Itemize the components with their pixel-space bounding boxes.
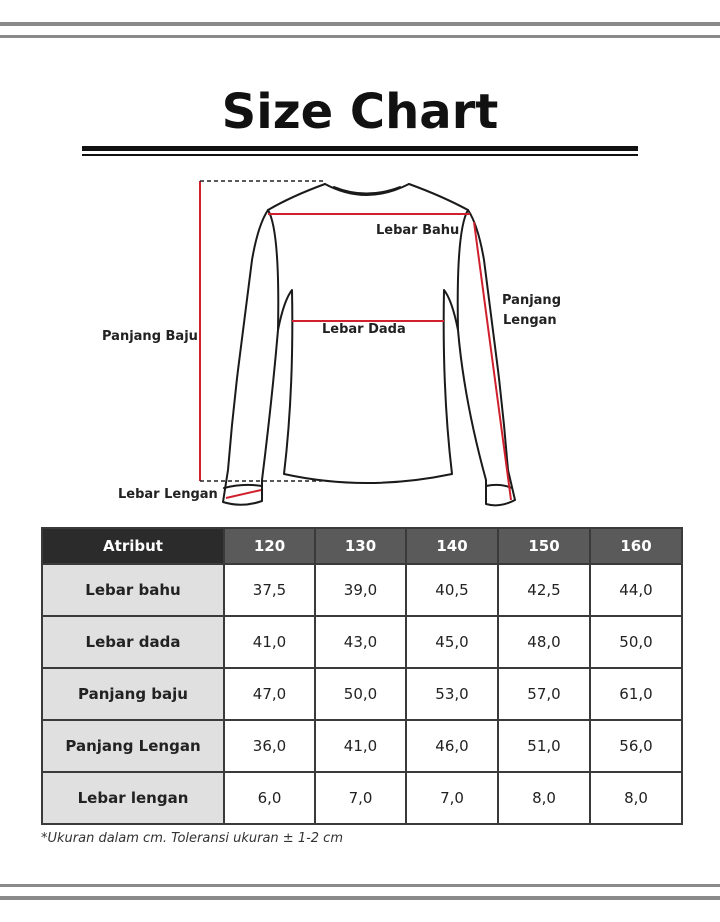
table-cell: 48,0: [498, 616, 590, 668]
page-title: Size Chart: [221, 84, 499, 140]
shirt-illustration: [223, 184, 515, 505]
table-row: [42, 668, 682, 720]
shirt-measurement-diagram: [0, 165, 720, 520]
cuff-width-line: [226, 490, 261, 498]
table-cell: 7,0: [406, 772, 498, 824]
row-label: Panjang Lengan: [42, 720, 224, 772]
table-cell: 46,0: [406, 720, 498, 772]
top-border-line-inner: [0, 35, 720, 38]
table-cell: 47,0: [224, 668, 315, 720]
table-header-row: [42, 528, 682, 564]
footnote: *Ukuran dalam cm. Toleransi ukuran ± 1-2 cm: [41, 831, 343, 846]
header-attribute: Atribut: [42, 528, 224, 564]
shoulder-seam-left: [268, 210, 278, 330]
table-cell: 61,0: [590, 668, 682, 720]
table-cell: 8,0: [498, 772, 590, 824]
header-size: 120: [224, 528, 315, 564]
label-lebar-bahu: Lebar Bahu: [376, 223, 460, 238]
header-size: 150: [498, 528, 590, 564]
table-row: [42, 616, 682, 668]
cuff-line-left: [224, 485, 262, 488]
label-panjang-lengan-line2: Lengan: [503, 313, 557, 328]
header-size: 160: [590, 528, 682, 564]
header-size: 130: [315, 528, 406, 564]
table-cell: 39,0: [315, 564, 406, 616]
table-cell: 36,0: [224, 720, 315, 772]
table-cell: 56,0: [590, 720, 682, 772]
table-cell: 44,0: [590, 564, 682, 616]
table-row: [42, 772, 682, 824]
table-cell: 41,0: [224, 616, 315, 668]
title-underline-thin: [82, 154, 638, 156]
label-panjang-lengan-line1: Panjang: [502, 293, 561, 308]
table-cell: 7,0: [315, 772, 406, 824]
bottom-border-line-inner: [0, 884, 720, 887]
shirt-body-outline: [223, 184, 515, 505]
table-row: [42, 564, 682, 616]
label-lebar-dada: Lebar Dada: [322, 322, 406, 337]
top-border-line: [0, 22, 720, 26]
table-cell: 43,0: [315, 616, 406, 668]
table-cell: 8,0: [590, 772, 682, 824]
row-label: Lebar lengan: [42, 772, 224, 824]
header-size: 140: [406, 528, 498, 564]
table-cell: 57,0: [498, 668, 590, 720]
bottom-border-line: [0, 896, 720, 900]
table-cell: 6,0: [224, 772, 315, 824]
label-panjang-baju: Panjang Baju: [102, 329, 198, 344]
row-label: Lebar dada: [42, 616, 224, 668]
table-cell: 45,0: [406, 616, 498, 668]
table-cell: 41,0: [315, 720, 406, 772]
size-table: [41, 527, 683, 825]
label-lebar-lengan: Lebar Lengan: [118, 487, 218, 502]
table-cell: 53,0: [406, 668, 498, 720]
table-cell: 50,0: [315, 668, 406, 720]
measurement-lines: [200, 181, 511, 500]
table-cell: 37,5: [224, 564, 315, 616]
table-cell: 40,5: [406, 564, 498, 616]
row-label: Panjang baju: [42, 668, 224, 720]
row-label: Lebar bahu: [42, 564, 224, 616]
table-cell: 50,0: [590, 616, 682, 668]
table-cell: 51,0: [498, 720, 590, 772]
table-row: [42, 720, 682, 772]
title-underline-thick: [82, 146, 638, 151]
table-cell: 42,5: [498, 564, 590, 616]
